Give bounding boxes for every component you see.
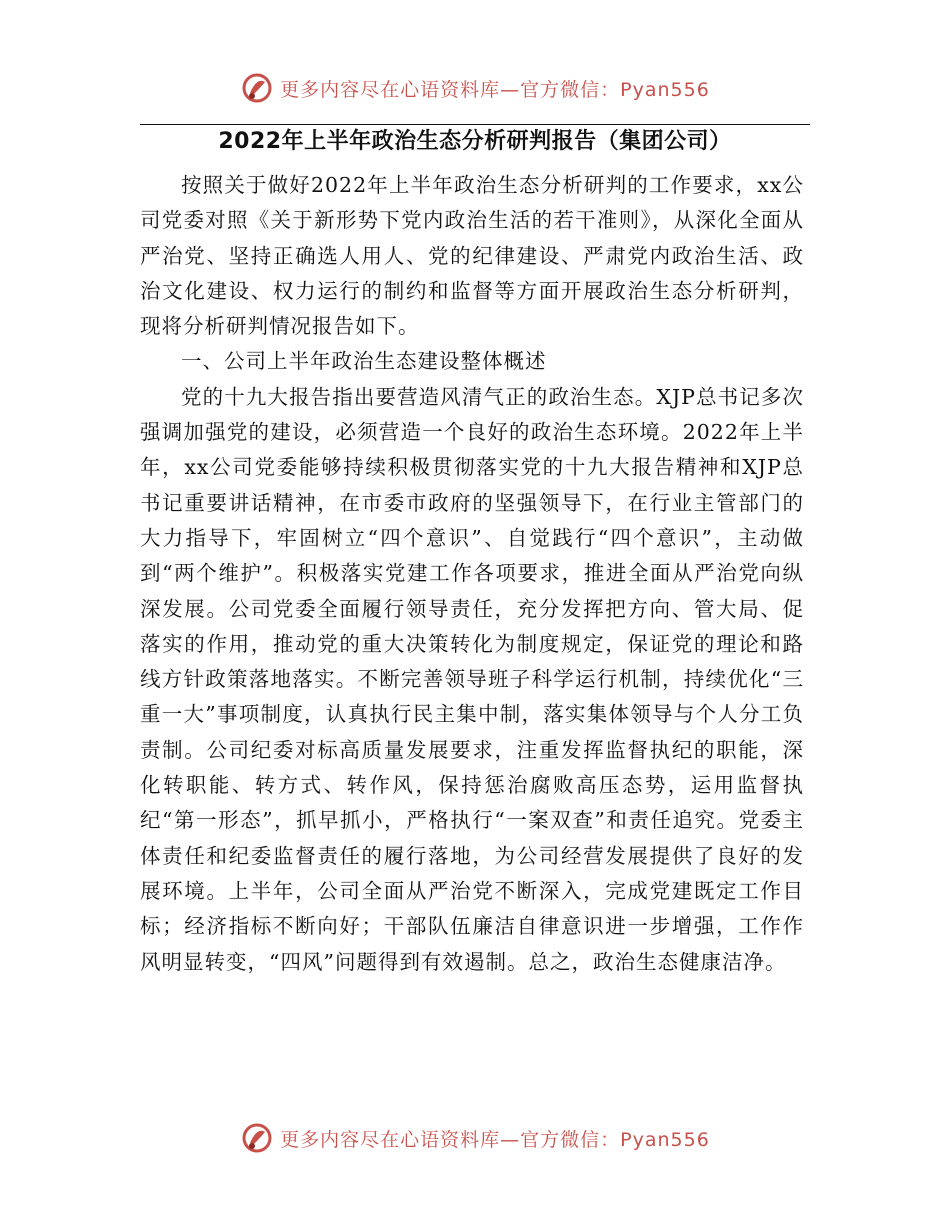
- watermark-text: 更多内容尽在心语资料库—官方微信：Pyan556: [280, 1128, 710, 1151]
- section-heading: 一、公司上半年政治生态建设整体概述: [181, 349, 547, 374]
- watermark-header: [0, 68, 950, 108]
- flower-logo-icon: [240, 71, 274, 105]
- header-rule: [140, 124, 810, 125]
- watermark-footer: [0, 1118, 950, 1158]
- document-body: [140, 168, 804, 980]
- watermark-text: 更多内容尽在心语资料库—官方微信：Pyan556: [280, 78, 710, 101]
- document-title: 2022年上半年政治生态分析研判报告（集团公司）: [218, 129, 732, 154]
- paragraph-intro: 按照关于做好2022年上半年政治生态分析研判的工作要求，xx公司党委对照《关于新形势下党内政治生活的若干准则》，从深化全面从严治党、坚持正确选人用人、党的纪律建设、严肃党内政治生活、政治文化建设、权力运行的制约和监督等方面开展政治生态分析研判，现将分析研判情况报告如下。: [140, 173, 804, 339]
- paragraph-overview: 党的十九大报告指出要营造风清气正的政治生态。XJP总书记多次强调加强党的建设，必须营造一个良好的政治生态环境。2022年上半年，xx公司党委能够持续积极贯彻落实党的十九大报告精神和XJP总书记重要讲话精神，在市委市政府的坚强领导下，在行业主管部门的大力指导下，牢固树立“四个意识”、自觉践行“四个意识”，主动做到“两个维护”。积极落实党建工作各项要求，推进全面从严治党向纵深发展。公司党委全面履行领导责任，充分发挥把方向、管大局、促落实的作用，推动党的重大决策转化为制度规定，保证党的理论和路线方针政策落地落实。不断完善领导班子科学运行机制，持续优化“三重一大”事项制度，认真执行民主集中制，落实集体领导与个人分工负责制。公司纪委对标高质量发展要求，注重发挥监督执纪的职能，深化转职能、转方式、转作风，保持惩治腐败高压态势，运用监督执纪“第一形态”，抓早抓小，严格执行“一案双查”和责任追究。党委主体责任和纪委监督责任的履行落地，为公司经营发展提供了良好的发展环境。上半年，公司全面从严治党不断深入，完成党建既定工作目标；经济指标不断向好；干部队伍廉洁自律意识进一步增强，工作作风明显转变，“四风”问题得到有效遏制。总之，政治生态健康洁净。: [140, 384, 804, 974]
- flower-logo-icon: [240, 1121, 274, 1155]
